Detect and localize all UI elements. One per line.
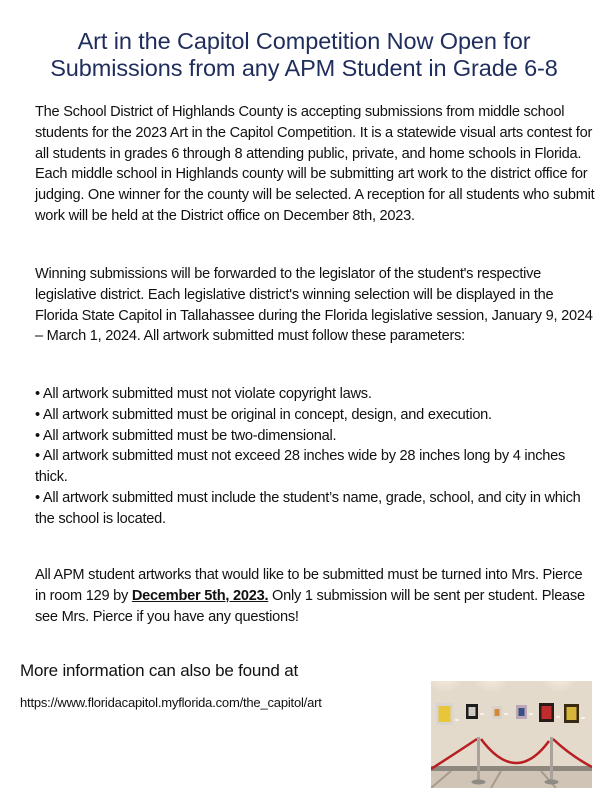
- stanchion-base: [545, 780, 559, 785]
- artwork-label: [529, 713, 533, 715]
- title-line-1: Art in the Capitol Competition Now Open for: [77, 28, 531, 54]
- title-line-2: Submissions from any APM Student in Grade 6-8: [50, 55, 558, 81]
- artwork-canvas: [439, 706, 451, 722]
- artwork-canvas: [495, 709, 500, 716]
- artwork-canvas: [519, 708, 525, 716]
- parameter-item: • All artwork submitted must not violate copyright laws.: [35, 386, 372, 402]
- deadline-date: December 5th, 2023.: [131, 587, 269, 604]
- submission-text-end: Only 1 submission will be sent per student. Please see Mrs. Pierce if you have any questions!: [35, 587, 585, 625]
- parameter-item: • All artwork submitted must be original in concept, design, and execution.: [35, 406, 492, 423]
- stanchion-post: [477, 737, 480, 781]
- parameters-list: [35, 384, 595, 530]
- stanchion-base: [472, 780, 486, 785]
- more-info-label: More information can also be found at: [20, 661, 298, 680]
- parameter-item: • All artwork submitted must include the student’s name, grade, school, and city in which the school is located.: [35, 489, 581, 527]
- parameter-item: • All artwork submitted must not exceed 28 inches wide by 28 inches long by 4 inches thick.: [35, 448, 566, 486]
- gallery-photo: [431, 681, 592, 788]
- info-link[interactable]: https://www.floridacapitol.myflorida.com/the_capitol/art: [20, 695, 322, 710]
- artwork-label: [480, 713, 484, 715]
- stanchion-post: [550, 737, 553, 781]
- artwork-canvas: [567, 707, 577, 720]
- artwork-label: [504, 713, 508, 715]
- artwork-canvas: [469, 707, 476, 716]
- submission-text: All APM student artworks that would like to be submitted must be turned into Mrs. Pierce in room 129 by: [35, 567, 583, 604]
- artwork-label: [455, 719, 459, 721]
- baseboard: [431, 766, 592, 771]
- parameter-item: • All artwork submitted must be two-dimensional.: [35, 427, 337, 444]
- floor: [431, 771, 592, 788]
- artwork-label: [581, 717, 585, 719]
- page-title: [0, 28, 608, 82]
- artwork-label: [556, 716, 560, 718]
- intro-paragraph: The School District of Highlands County is accepting submissions from middle school students for the 2023 Art in the Capitol Competition. It is a statewide visual arts contest for all students in grades 6 through 8 attending public, private, and home schools in Florida. Each middle school in Highlands county will be submitting art work to the district office for judging. One winner for the county will be selected. A reception for all students who submit work will be held at the District office on December 8th, 2023.: [35, 104, 595, 224]
- submission-paragraph: [35, 565, 595, 627]
- forwarding-paragraph: Winning submissions will be forwarded to the legislator of the student's respective legislative district. Each legislative district's winning selection will be displayed in the Florida State Capitol in Tallahassee during the Florida legislative session, January 9, 2024 – March 1, 2024. All artwork submitted must follow these parameters:: [35, 266, 593, 345]
- gallery-photo-drawing: [431, 681, 592, 788]
- artwork-canvas: [542, 706, 552, 719]
